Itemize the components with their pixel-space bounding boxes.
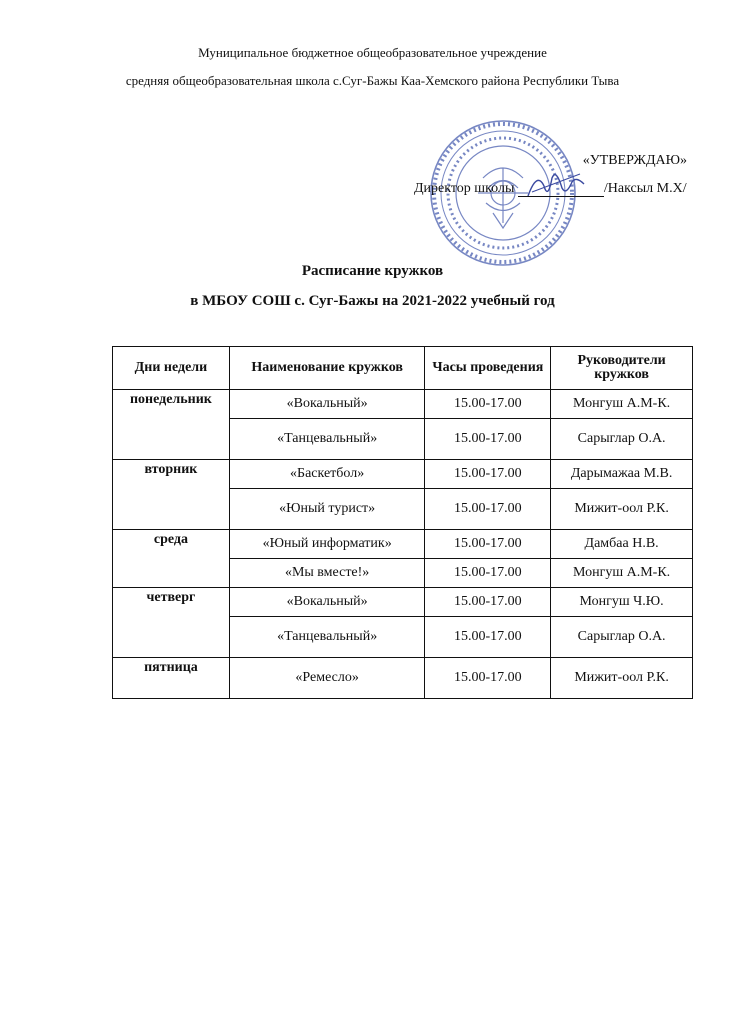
leader-cell: Дамбаа Н.В. (551, 530, 693, 559)
day-cell: понедельник (113, 390, 230, 460)
table-row (113, 658, 693, 699)
leader-cell: Мижит-оол Р.К. (551, 658, 693, 699)
table-row (113, 390, 693, 419)
day-cell: четверг (113, 588, 230, 658)
hours-cell: 15.00-17.00 (425, 617, 551, 658)
director-label: Директор школы (414, 181, 515, 196)
organization-name-line2: средняя общеобразовательная школа с.Суг-Бажы Каа-Хемского района Республики Тыва (125, 73, 620, 88)
table-row (113, 588, 693, 617)
day-cell: пятница (113, 658, 230, 699)
hours-cell: 15.00-17.00 (425, 489, 551, 530)
hours-cell: 15.00-17.00 (425, 419, 551, 460)
header-leaders: Руководители кружков (551, 347, 693, 390)
club-cell: «Вокальный» (229, 390, 425, 419)
header-hours: Часы проведения (425, 347, 551, 390)
leader-cell: Монгуш А.М-К. (551, 390, 693, 419)
leader-cell: Мижит-оол Р.К. (551, 489, 693, 530)
club-cell: «Танцевальный» (229, 617, 425, 658)
leader-cell: Дарымажаа М.В. (551, 460, 693, 489)
day-cell: вторник (113, 460, 230, 530)
club-cell: «Баскетбол» (229, 460, 425, 489)
day-cell: среда (113, 530, 230, 588)
club-cell: «Танцевальный» (229, 419, 425, 460)
signature-blank (518, 182, 604, 197)
header-days: Дни недели (113, 347, 230, 390)
header-club-name: Наименование кружков (229, 347, 425, 390)
club-cell: «Мы вместе!» (229, 559, 425, 588)
organization-name-line1: Муниципальное бюджетное общеобразовательное учреждение (198, 45, 547, 60)
hours-cell: 15.00-17.00 (425, 588, 551, 617)
schedule-table (112, 346, 693, 699)
leader-cell: Сарыглар О.А. (551, 617, 693, 658)
table-header-row (113, 347, 693, 390)
table-row (113, 460, 693, 489)
leader-cell: Монгуш А.М-К. (551, 559, 693, 588)
leader-cell: Сарыглар О.А. (551, 419, 693, 460)
table-row (113, 530, 693, 559)
director-name: /Наксыл М.Х/ (603, 181, 687, 196)
hours-cell: 15.00-17.00 (425, 460, 551, 489)
document-title: Расписание кружков (301, 263, 444, 279)
approval-label: «УТВЕРЖДАЮ» (582, 153, 687, 168)
club-cell: «Юный турист» (229, 489, 425, 530)
club-cell: «Ремесло» (229, 658, 425, 699)
hours-cell: 15.00-17.00 (425, 390, 551, 419)
club-cell: «Вокальный» (229, 588, 425, 617)
hours-cell: 15.00-17.00 (425, 530, 551, 559)
document-subtitle: в МБОУ СОШ с. Суг-Бажы на 2021-2022 учебный год (190, 293, 555, 309)
hours-cell: 15.00-17.00 (425, 658, 551, 699)
leader-cell: Монгуш Ч.Ю. (551, 588, 693, 617)
hours-cell: 15.00-17.00 (425, 559, 551, 588)
director-line (414, 181, 687, 197)
club-cell: «Юный информатик» (229, 530, 425, 559)
